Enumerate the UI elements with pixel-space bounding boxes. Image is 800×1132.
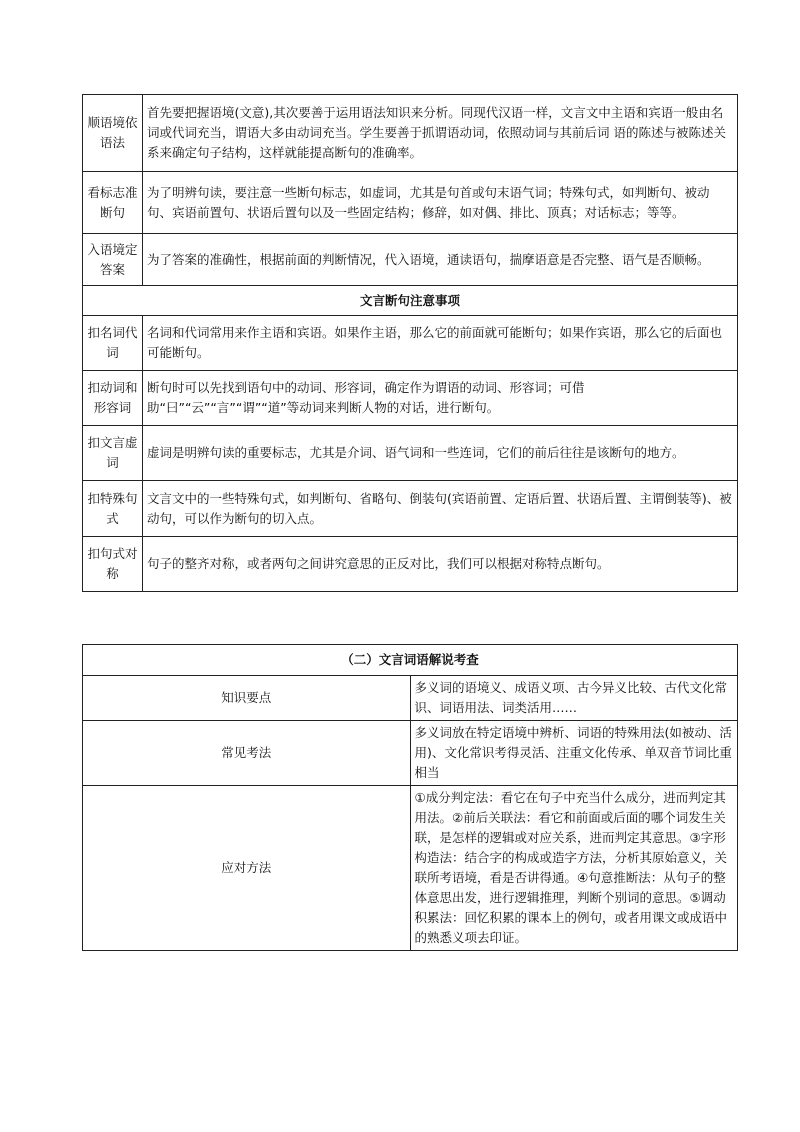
row-label: 扣动词和形容词 [83,371,143,426]
row-label: 顺语境依语法 [83,95,143,172]
row-content: 多义词的语境义、成语义项、古今异义比较、古代文化常识、词语用法、词类活用…… [410,676,738,721]
row-label: 知识要点 [83,676,411,721]
row-content: 句子的整齐对称，或者两句之间讲究意思的正反对比，我们可以根据对称特点断句。 [143,537,738,592]
table-row [83,95,738,172]
table-title: （二）文言词语解说考查 [83,645,738,676]
table-row [83,786,738,951]
row-label: 应对方法 [83,786,411,951]
table-row [83,172,738,234]
row-content: 虚词是明辨句读的重要标志，尤其是介词、语气词和一些连词，它们的前后往往是该断句的地方。 [143,426,738,481]
row-content: 为了明辨句读，要注意一些断句标志，如虚词，尤其是句首或句末语气词；特殊句式，如判断句、被动句、宾语前置句、状语后置句以及一些固定结构；修辞，如对偶、排比、顶真；对话标志；等等。 [143,172,738,234]
row-content: 断句时可以先找到语句中的动词、形容词，确定作为谓语的动词、形容词；可借助“曰”“云”“言”“谓”“道”等动词来判断人物的对话，进行断句。 [143,371,738,426]
row-content: 为了答案的准确性，根据前面的判断情况，代入语境，通读语句，揣摩语意是否完整、语气是否顺畅。 [143,234,738,286]
table-row [83,371,738,426]
row-label: 看标志准断句 [83,172,143,234]
row-content: 多义词放在特定语境中辨析、词语的特殊用法(如被动、活用)、文化常识考得灵活、注重文化传承、单双音节词比重相当 [410,721,738,786]
section-title: 文言断句注意事项 [83,286,738,316]
row-content: 首先要把握语境(文意),其次要善于运用语法知识来分析。同现代汉语一样，文言文中主语和宾语一般由名词或代词充当，谓语大多由动词充当。学生要善于抓谓语动词，依照动词与其前后词 语的陈述与被陈述关系来确定句子结构，这样就能提高断句的准确率。 [143,95,738,172]
word-explanation-table [82,644,738,951]
row-content: 文言文中的一些特殊句式，如判断句、省略句、倒装句(宾语前置、定语后置、状语后置、主谓倒装等)、被动句，可以作为断句的切入点。 [143,481,738,537]
table-row [83,721,738,786]
table-row [83,316,738,371]
table-row [83,426,738,481]
row-label: 入语境定答案 [83,234,143,286]
row-label: 扣名词代词 [83,316,143,371]
table-row [83,537,738,592]
table-row [83,234,738,286]
row-content: 名词和代词常用来作主语和宾语。如果作主语，那么它的前面就可能断句；如果作宾语，那么它的后面也可能断句。 [143,316,738,371]
row-content: ①成分判定法：看它在句子中充当什么成分，进而判定其用法。②前后关联法：看它和前面或后面的哪个词发生关联，是怎样的逻辑或对应关系，进而判定其意思。③字形构造法：结合字的构成或造字方法，分析其原始意义，关联所考语境，看是否讲得通。④句意推断法：从句子的整体意思出发，进行逻辑推理，判断个别词的意思。⑤调动积累法：回忆积累的课本上的例句，或者用课文或成语中的熟悉义项去印证。 [410,786,738,951]
section-header-row [83,286,738,316]
section-header-row [83,645,738,676]
sentence-breaking-table [82,94,738,592]
table-row [83,481,738,537]
row-label: 扣句式对称 [83,537,143,592]
row-label: 常见考法 [83,721,411,786]
row-label: 扣特殊句式 [83,481,143,537]
row-label: 扣文言虚词 [83,426,143,481]
table-row [83,676,738,721]
